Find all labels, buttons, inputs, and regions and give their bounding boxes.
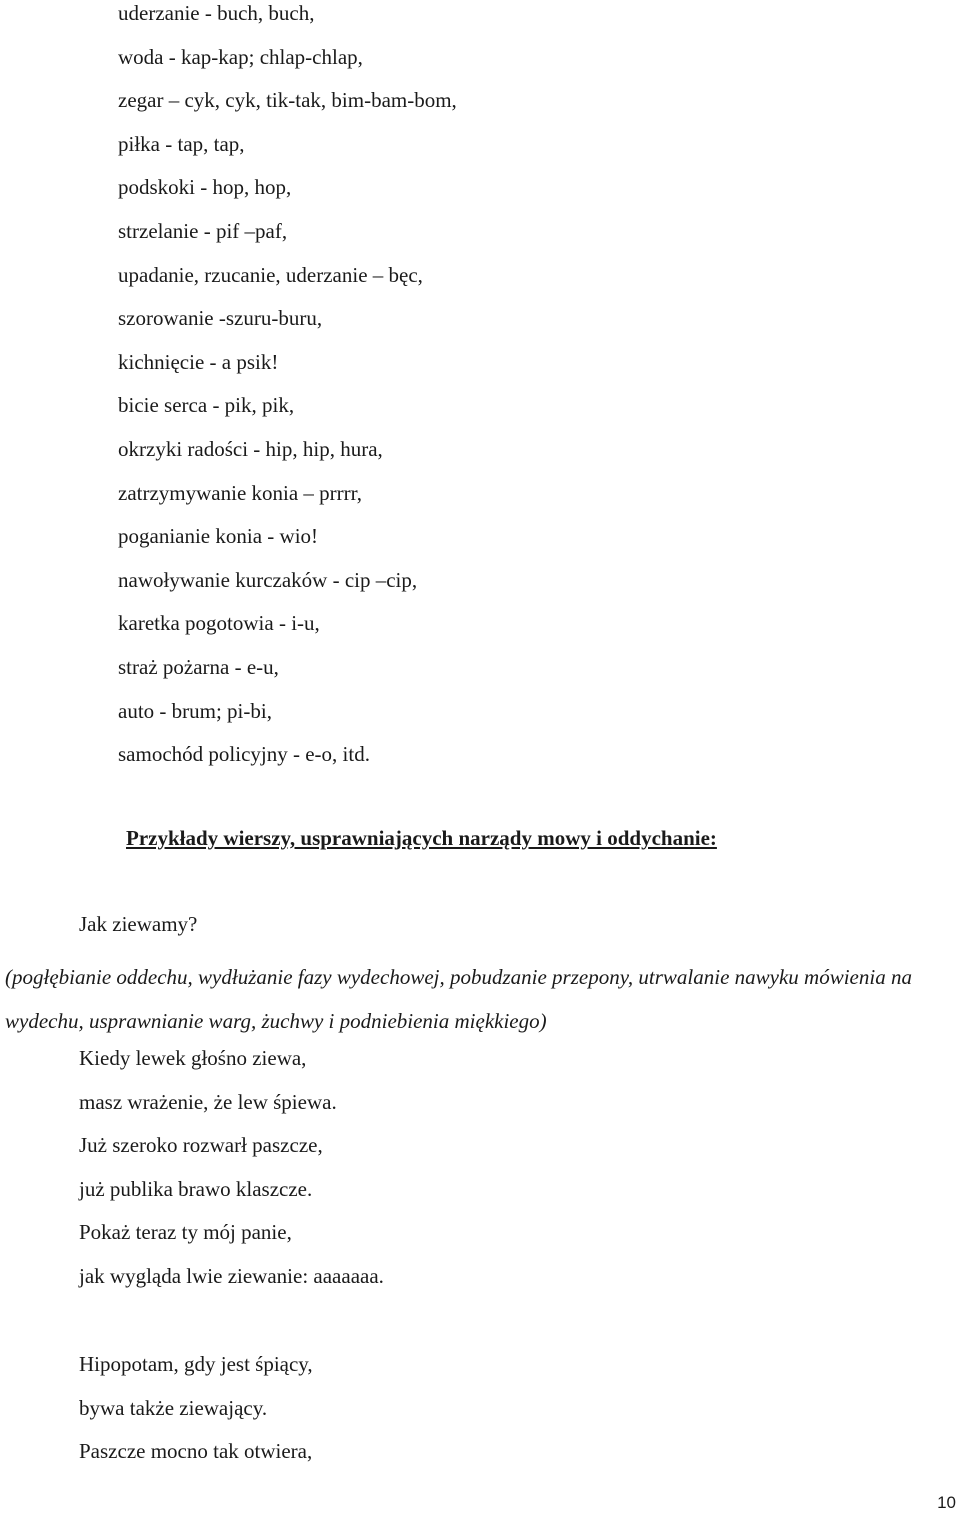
poem-line: Pokaż teraz ty mój panie, xyxy=(79,1220,292,1245)
list-item: strzelanie - pif –paf, xyxy=(118,218,288,243)
section-heading: Przykłady wierszy, usprawniających narządy mowy i oddychanie: xyxy=(126,826,717,850)
list-item: piłka - tap, tap, xyxy=(118,131,245,156)
list-item: woda - kap-kap; chlap-chlap, xyxy=(118,44,363,69)
poem-stanza-1 xyxy=(79,1037,384,1299)
list-item: bicie serca - pik, pik, xyxy=(118,393,295,418)
poem-title: Jak ziewamy? xyxy=(79,912,198,936)
poem-line: Paszcze mocno tak otwiera, xyxy=(79,1439,313,1464)
list-item: samochód policyjny - e-o, itd. xyxy=(118,742,370,767)
list-item: straż pożarna - e-u, xyxy=(118,654,279,679)
poem-line: Kiedy lewek głośno ziewa, xyxy=(79,1046,307,1070)
list-item: zatrzymywanie konia – prrrr, xyxy=(118,480,363,505)
onomatopoeia-list xyxy=(118,0,457,777)
list-item: podskoki - hop, hop, xyxy=(118,175,292,200)
list-item: okrzyki radości - hip, hip, hura, xyxy=(118,436,383,461)
list-item: uderzanie - buch, buch, xyxy=(118,1,315,25)
poem-line: Już szeroko rozwarł paszcze, xyxy=(79,1133,323,1158)
list-item: karetka pogotowia - i-u, xyxy=(118,611,320,636)
poem-line: bywa także ziewający. xyxy=(79,1395,268,1420)
list-item: poganianie konia - wio! xyxy=(118,524,319,549)
poem-stanza-2 xyxy=(79,1343,313,1474)
list-item: nawoływanie kurczaków - cip –cip, xyxy=(118,567,418,592)
poem-line: Hipopotam, gdy jest śpiący, xyxy=(79,1352,313,1376)
poem-line: masz wrażenie, że lew śpiewa. xyxy=(79,1089,337,1114)
list-item: upadanie, rzucanie, uderzanie – bęc, xyxy=(118,262,423,287)
list-item: zegar – cyk, cyk, tik-tak, bim-bam-bom, xyxy=(118,88,457,113)
exercise-note: (pogłębianie oddechu, wydłużanie fazy wydechowej, pobudzanie przepony, utrwalanie nawyku mówienia na wydechu, usprawnianie warg, żuchwy i podniebienia miękkiego) xyxy=(5,965,912,1033)
poem-line: już publika brawo klaszcze. xyxy=(79,1176,313,1201)
page-number: 10 xyxy=(937,1493,956,1512)
list-item: szorowanie -szuru-buru, xyxy=(118,306,323,331)
poem-line: jak wygląda lwie ziewanie: aaaaaaa. xyxy=(79,1263,384,1288)
list-item: kichnięcie - a psik! xyxy=(118,349,279,374)
list-item: auto - brum; pi-bi, xyxy=(118,698,272,723)
